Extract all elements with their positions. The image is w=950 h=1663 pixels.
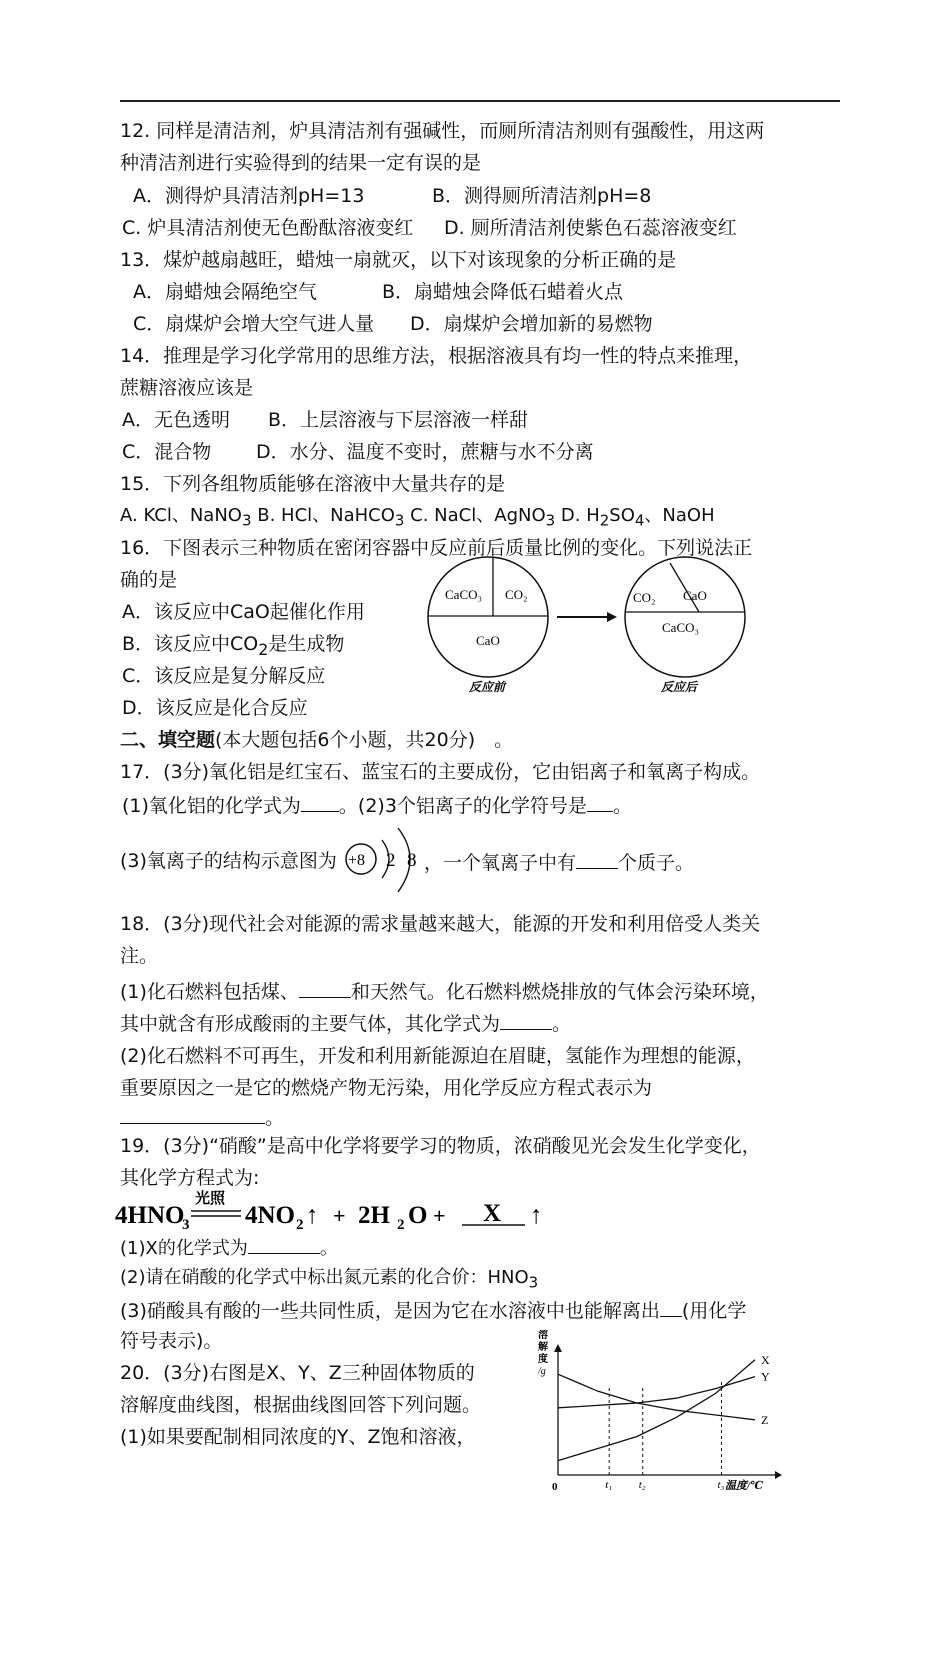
curve-y [558,1377,755,1408]
tick-label-2: t₂ [638,1479,646,1491]
q19-part1: (1)X的化学式为 。 [120,1233,338,1262]
label-cao-before: CaO [476,633,500,648]
solubility-curve-chart [530,1330,790,1500]
q12-option-b: B．测得厕所清洁剂pH=8 [432,185,652,207]
svg-text:+: + [433,1203,446,1228]
label-cao-after: CaO [683,588,707,603]
svg-text:4NO: 4NO [245,1202,295,1229]
q13-stem: 13．煤炉越扇越旺，蜡烛一扇就灭，以下对该现象的分析正确的是 [120,249,677,271]
q18-part2-line2: 重要原因之一是它的燃烧产物无污染，用化学反应方程式表示为 [120,1077,653,1099]
q14-option-b: B．上层溶液与下层溶液一样甜 [268,409,529,431]
svg-text:2H: 2H [358,1202,390,1229]
q20-part1: (1)如果要配制相同浓度的Y、Z饱和溶液， [120,1426,476,1448]
q19-stem-line1: 19．(3分)“硝酸”是高中化学将要学习的物质，浓硝酸见光会发生化学变化， [120,1135,761,1157]
oxygen-ion-structure-diagram [342,820,432,900]
x-axis-label: 温度/℃ [725,1480,764,1492]
q12-stem-line2: 种清洁剂进行实验得到的结果一定有误的是 [120,152,482,174]
q16-pie-figure [425,555,825,700]
q18-part1-line2: 其中就含有形成酸雨的主要气体，其化学式为 。 [120,1009,571,1037]
y-axis-label-unit: /g [538,1366,546,1377]
svg-text:4HNO: 4HNO [115,1202,185,1229]
q15-stem: 15．下列各组物质能够在溶液中大量共存的是 [120,473,506,495]
q16-option-b: B．该反应中$CO_2$是生成物 [122,633,345,659]
curve-label-x: X [761,1352,770,1367]
q16-option-a: A．该反应中CaO起催化作用 [122,601,365,623]
q16-option-c: C．该反应是复分解反应 [122,665,326,687]
q16-option-d: D．该反应是化合反应 [122,697,308,719]
pie-before [428,557,548,694]
q16-stem-line1: 16．下图表示三种物质在密闭容器中反应前后质量比例的变化。下列说法正 [120,537,753,559]
q13-option-a: A．扇蜡烛会隔绝空气 [133,281,317,303]
pie-after [625,557,745,694]
svg-text:光照: 光照 [195,1191,226,1207]
q20-stem-line1: 20．(3分)右图是X、Y、Z三种固体物质的 [120,1362,475,1384]
q13-option-d: D．扇煤炉会增加新的易燃物 [410,313,653,335]
q14-stem-line1: 14．推理是学习化学常用的思维方法，根据溶液具有均一性的特点来推理， [120,345,753,367]
svg-text:↑: ↑ [530,1202,543,1229]
q19-part3-line2: 符号表示)。 [120,1330,223,1352]
q18-stem-line2: 注。 [120,945,159,967]
q18-part1-line1: (1)化石燃料包括煤、 和天然气。化石燃料燃烧排放的气体会污染环境， [120,977,769,1005]
tick-label-3: t₃ [717,1479,725,1491]
q14-option-c: C．混合物 [122,441,212,463]
shell2-electrons: 8 [407,850,417,871]
label-co2-before: CO₂ [505,587,528,602]
q17-part1-2: (1)氧化铝的化学式为 。(2)3个铝离子的化学符号是 。 [122,791,632,819]
svg-text:2: 2 [296,1217,304,1233]
section2-heading: 二、填空题(本大题包括6个小题，共20分) 。 [120,729,514,751]
svg-text:2: 2 [397,1217,405,1233]
q16-stem-line2: 确的是 [120,569,178,591]
caption-after: 反应后 [661,680,698,694]
q17-part3-b: ，一个氧离子中有 个质子。 [424,848,694,876]
q18-part2-blank: 。 [120,1103,284,1131]
label-co2-after: CO₂ [633,590,656,605]
curve-label-z: Z [761,1412,769,1427]
q17-part3-a: (3)氧离子的结构示意图为 [120,850,337,872]
q12-stem-line1: 12. 同样是清洁剂，炉具清洁剂有强碱性，而厕所清洁剂则有强酸性，用这两 [120,120,765,142]
q13-option-c: C．扇煤炉会增大空气进人量 [133,313,375,335]
q12-option-a: A．测得炉具清洁剂pH=13 [133,185,365,207]
q12-option-d: D. 厕所清洁剂使紫色石蕊溶液变红 [444,217,737,239]
q19-part2: (2)请在硝酸的化学式中标出氮元素的化合价：$HNO_3$ [120,1267,539,1292]
q18-stem-line1: 18．(3分)现代社会对能源的需求量越来越大，能源的开发和利用倍受人类关 [120,913,761,935]
tick-label-1: t₁ [605,1479,613,1491]
q13-option-b: B．扇蜡烛会降低石蜡着火点 [382,281,624,303]
y-axis-label-line3: 度 [538,1354,548,1365]
q14-option-d: D．水分、温度不变时，蔗糖与水不分离 [256,441,594,463]
curve-z [558,1374,755,1420]
svg-text:O: O [408,1202,428,1229]
nucleus-charge: +8 [348,852,366,869]
svg-text:X: X [483,1200,502,1227]
q19-part3-line1: (3)硝酸具有酸的一些共同性质，是因为它在水溶液中也能解离出 (用化学 [120,1296,746,1324]
caption-before: 反应前 [469,680,506,694]
y-axis-label-line2: 解 [538,1342,548,1353]
curve-x [558,1360,755,1461]
q14-option-a: A．无色透明 [122,409,230,431]
svg-text:↑: ↑ [306,1202,319,1229]
shell1-electrons: 2 [386,850,396,871]
q18-part2-line1: (2)化石燃料不可再生，开发和利用新能源迫在眉睫，氢能作为理想的能源， [120,1045,755,1067]
q12-option-c: C. 炉具清洁剂使无色酚酞溶液变红 [122,217,414,239]
q14-stem-line2: 蔗糖溶液应该是 [120,377,254,399]
svg-text:3: 3 [182,1217,190,1233]
q20-stem-line2: 溶解度曲线图，根据曲线图回答下列问题。 [120,1394,482,1416]
y-axis-label-line1: 溶 [538,1330,548,1341]
svg-text:+: + [333,1203,346,1228]
nitric-acid-equation [115,1185,575,1235]
q15-options: A. KCl、NaNO$_3$ B. HCl、NaHCO$_3$ C. NaCl、AgNO$_3$ D. $H_2SO_4$、NaOH [120,505,715,530]
reaction-arrow [557,612,617,622]
q17-stem: 17．(3分)氧化铝是红宝石、蓝宝石的主要成份，它由铝离子和氧离子构成。 [120,761,761,783]
label-caco3-after: CaCO₃ [662,620,700,635]
origin-label: 0 [552,1481,558,1493]
label-caco3-before: CaCO₃ [445,587,483,602]
q19-stem-line2: 其化学方程式为: [120,1167,260,1189]
curve-label-y: Y [761,1369,770,1384]
top-rule [120,100,840,102]
